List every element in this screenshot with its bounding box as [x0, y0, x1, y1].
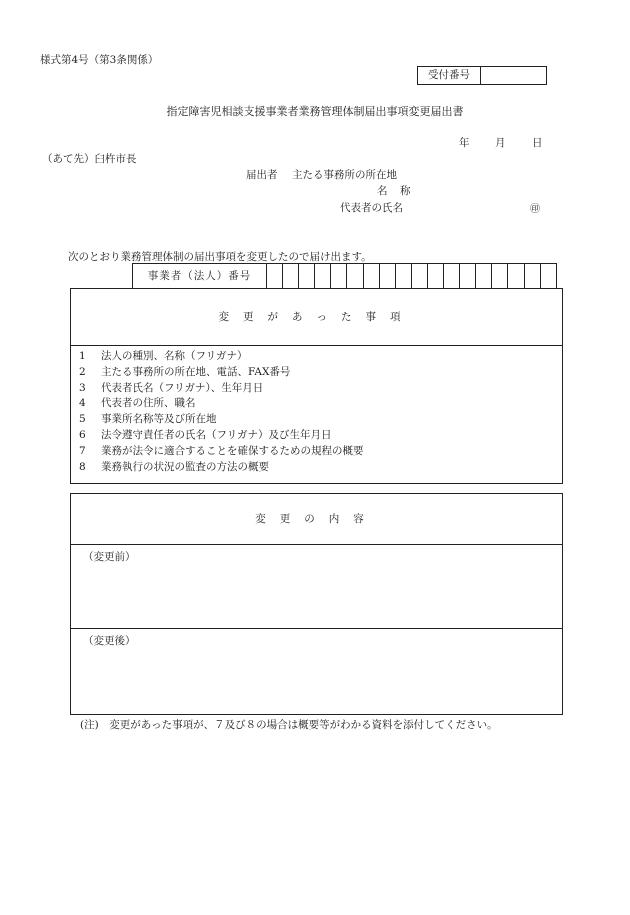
- changed-items-heading: 変更があった事項: [71, 289, 562, 346]
- business-number-cell[interactable]: [508, 264, 524, 289]
- representative-name-label: 代表者の氏名: [340, 202, 403, 214]
- business-number-cell[interactable]: [347, 264, 363, 289]
- after-change-label: （変更後）: [83, 635, 136, 647]
- item-number: 5: [79, 413, 86, 426]
- business-number-cell[interactable]: [492, 264, 508, 289]
- receipt-number-field[interactable]: [481, 67, 546, 84]
- footnote: (注) 変更があった事項が、７及び８の場合は概要等がわかる資料を添付してください。: [80, 719, 498, 731]
- business-number-cell[interactable]: [525, 264, 541, 289]
- change-content-heading: 変更の内容: [71, 494, 562, 545]
- list-item: [79, 396, 562, 412]
- list-item: [79, 444, 562, 460]
- seal-mark: ㊞: [530, 204, 540, 215]
- item-number: 2: [79, 365, 86, 378]
- business-number-cell[interactable]: [267, 264, 283, 289]
- item-number: 7: [79, 444, 86, 457]
- item-number: 6: [79, 428, 86, 441]
- date-month-label: 月: [495, 137, 506, 149]
- list-item: [79, 349, 562, 365]
- document-title: 指定障害児相談支援事業者業務管理体制届出事項変更届出書: [166, 105, 464, 118]
- item-number: 8: [79, 460, 86, 473]
- item-text: 法人の種別、名称（フリガナ）: [101, 350, 248, 362]
- list-item: [79, 428, 562, 444]
- form-number: 様式第4号（第3条関係）: [40, 54, 159, 66]
- item-text: 事業所名称等及び所在地: [101, 413, 217, 426]
- list-item: [79, 412, 562, 428]
- before-change-label: （変更前）: [83, 551, 136, 563]
- business-number-cell[interactable]: [396, 264, 412, 289]
- after-change-section[interactable]: [71, 629, 562, 713]
- intro-text: 次のとおり業務管理体制の届出事項を変更したので届け出ます。: [68, 251, 372, 263]
- receipt-number-label: 受付番号: [418, 67, 481, 84]
- business-number-cell[interactable]: [460, 264, 476, 289]
- item-number: 1: [79, 350, 86, 362]
- list-item: [79, 460, 562, 476]
- business-number-cell[interactable]: [444, 264, 460, 289]
- submitter-label: 届出者: [246, 169, 278, 181]
- business-number-cell[interactable]: [476, 264, 492, 289]
- business-number-label: 事業者（法人）番号: [133, 264, 267, 289]
- business-number-cell[interactable]: [541, 264, 556, 289]
- business-number-cell[interactable]: [331, 264, 347, 289]
- item-text: 業務が法令に適合することを確保するための規程の概要: [101, 444, 364, 457]
- business-number-cell[interactable]: [412, 264, 428, 289]
- list-item: [79, 381, 562, 397]
- business-number-cell[interactable]: [299, 264, 315, 289]
- business-number-cell[interactable]: [364, 264, 380, 289]
- item-number: 4: [79, 397, 86, 410]
- changed-items-box: [70, 288, 563, 484]
- changed-items-list: [71, 346, 562, 475]
- business-number-row: [132, 263, 557, 289]
- receipt-number-box: [417, 66, 547, 85]
- list-item: [79, 365, 562, 381]
- business-number-cell[interactable]: [428, 264, 444, 289]
- date-day-label: 日: [532, 137, 543, 149]
- entity-name-label: 名 称: [377, 185, 412, 197]
- business-number-cell[interactable]: [283, 264, 299, 289]
- item-text: 代表者の住所、職名: [101, 397, 196, 410]
- business-number-cells: [267, 264, 556, 289]
- date-year-label: 年: [459, 137, 470, 149]
- item-text: 代表者氏名（フリガナ）、生年月日: [101, 381, 264, 394]
- item-text: 業務執行の状況の監査の方法の概要: [101, 460, 269, 473]
- addressee: （あて先）臼杵市長: [42, 153, 137, 165]
- business-number-cell[interactable]: [380, 264, 396, 289]
- item-number: 3: [79, 381, 86, 394]
- before-change-section[interactable]: [71, 545, 562, 629]
- office-address-label: 主たる事務所の所在地: [292, 169, 397, 181]
- item-text: 法令遵守責任者の氏名（フリガナ）及び生年月日: [101, 428, 332, 441]
- change-content-box: [70, 493, 563, 715]
- business-number-cell[interactable]: [315, 264, 331, 289]
- item-text: 主たる事務所の所在地、電話、FAX番号: [101, 365, 291, 378]
